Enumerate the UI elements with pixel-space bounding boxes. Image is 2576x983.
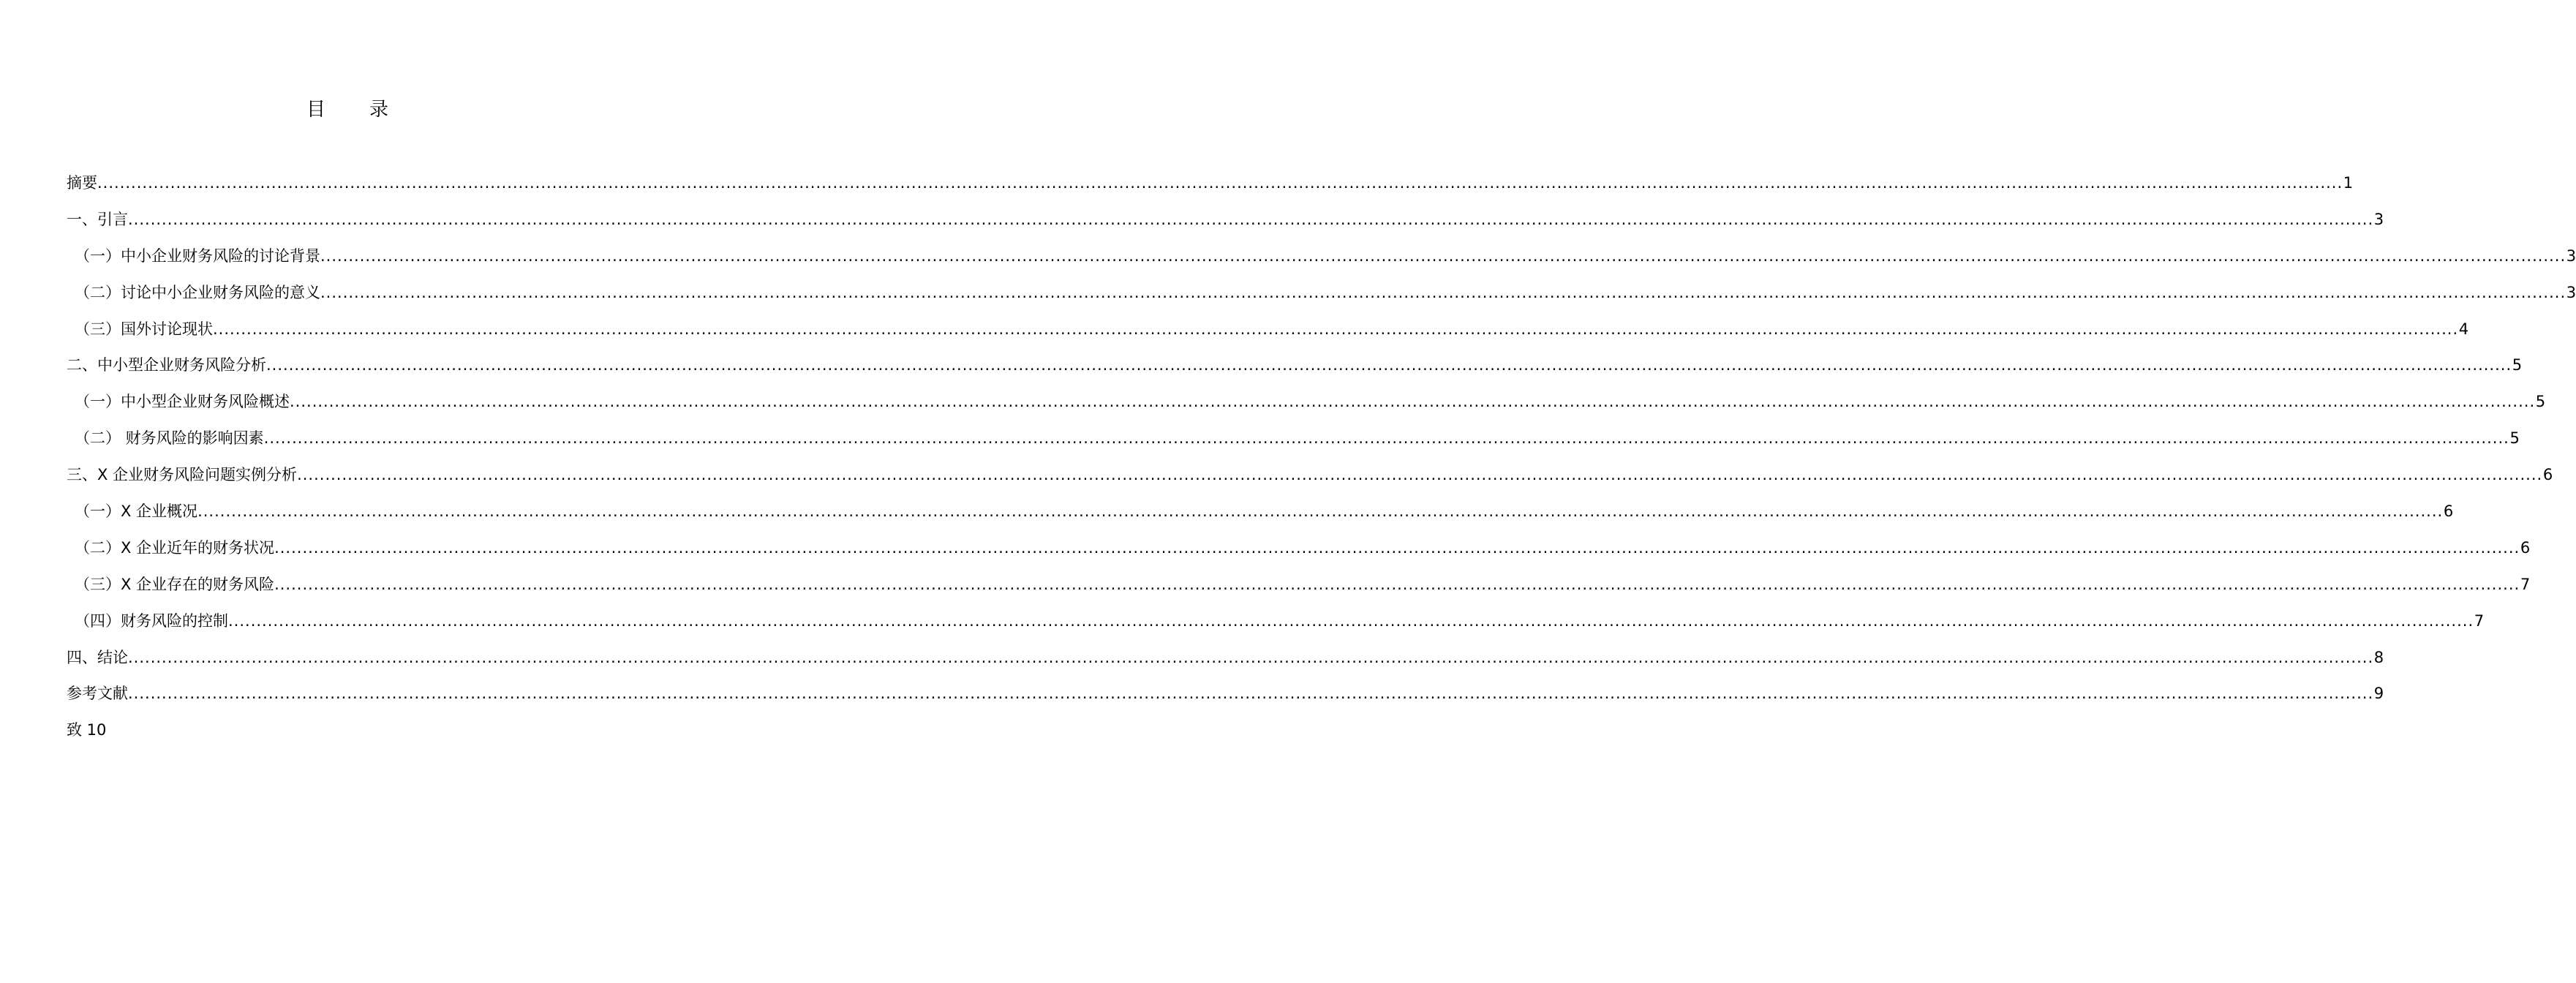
- toc-entry-label: （二）讨论中小企业财务风险的意义: [75, 283, 320, 301]
- toc-entry-label: 致 10: [67, 721, 107, 739]
- toc-dot-leader: ................................................................................................................................................................................................................................................................................................................................................................................................................: [263, 429, 2509, 448]
- toc-dot-leader: ................................................................................................................................................................................................................................................................................................................................................................................................................: [320, 246, 2566, 265]
- toc-entry-label: （三）X 企业存在的财务风险: [75, 575, 275, 593]
- toc-dot-leader: ................................................................................................................................................................................................................................................................................................................................................................................................................: [97, 174, 2343, 192]
- toc-entry[interactable]: [67, 715, 562, 752]
- toc-entry-label: 三、X 企业财务风险问题实例分析: [67, 466, 298, 484]
- toc-entry-page-number: 1: [2343, 174, 2354, 192]
- toc-entry-label: （一）X 企业概况: [75, 502, 198, 521]
- toc-dot-leader: ................................................................................................................................................................................................................................................................................................................................................................................................................: [213, 320, 2459, 338]
- toc-entry-page-number: 4: [2458, 320, 2469, 338]
- toc-entry[interactable]: [67, 241, 2576, 278]
- toc-entry-label: 参考文献: [67, 685, 128, 703]
- toc-entry[interactable]: [67, 533, 2531, 570]
- toc-entry[interactable]: [67, 423, 2520, 460]
- toc-entry-label: 四、结论: [67, 648, 128, 666]
- toc-entry-label: 一、引言: [67, 210, 128, 228]
- toc-dot-leader: ................................................................................................................................................................................................................................................................................................................................................................................................................: [297, 466, 2543, 484]
- toc-entry-page-number: 7: [2474, 611, 2485, 630]
- toc-entry-page-number: 3: [2373, 210, 2384, 228]
- page-title: 目录: [306, 99, 432, 121]
- toc-entry-page-number: 5: [2512, 356, 2523, 374]
- toc-entry-label: （一）中小企业财务风险的讨论背景: [75, 246, 320, 265]
- toc-entry[interactable]: [67, 278, 2576, 315]
- toc-entry-page-number: 7: [2520, 575, 2531, 593]
- toc-entry[interactable]: [67, 643, 2384, 679]
- toc-entry-label: （二） 财务风险的影响因素: [75, 429, 264, 448]
- toc-entry-label: 二、中小型企业财务风险分析: [67, 356, 266, 374]
- toc-dot-leader: ................................................................................................................................................................................................................................................................................................................................................................................................................: [266, 356, 2512, 374]
- toc-entry[interactable]: [67, 205, 2384, 241]
- toc-dot-leader: ................................................................................................................................................................................................................................................................................................................................................................................................................: [290, 393, 2536, 411]
- toc-entry[interactable]: [67, 570, 2531, 606]
- toc-entry[interactable]: [67, 315, 2469, 351]
- toc-entry-page-number: 6: [2520, 538, 2531, 557]
- toc-dot-leader: ................................................................................................................................................................................................................................................................................................................................................................................................................: [274, 538, 2520, 557]
- toc-dot-leader: ................................................................................................................................................................................................................................................................................................................................................................................................................: [228, 611, 2474, 630]
- toc-entry-page-number: 3: [2566, 246, 2576, 265]
- toc-entry-label: （二）X 企业近年的财务状况: [75, 538, 275, 557]
- toc-dot-leader: ................................................................................................................................................................................................................................................................................................................................................................................................................: [128, 648, 2374, 666]
- toc-entry[interactable]: [67, 497, 2454, 533]
- toc-entry-page-number: 8: [2373, 648, 2384, 666]
- toc-dot-leader: ................................................................................................................................................................................................................................................................................................................................................................................................................: [274, 575, 2520, 593]
- toc-entry[interactable]: [67, 387, 2546, 423]
- toc-entry[interactable]: [67, 606, 2485, 643]
- toc-entry-page-number: 3: [2566, 283, 2576, 301]
- toc-entry[interactable]: [67, 350, 2523, 387]
- toc-entry[interactable]: [67, 460, 2553, 497]
- toc-entry[interactable]: [67, 679, 2384, 715]
- toc-dot-leader: ................................................................................................................................................................................................................................................................................................................................................................................................................: [197, 502, 2444, 521]
- toc-entry-label: （三）国外讨论现状: [75, 320, 213, 338]
- toc-entry-label: （一）中小型企业财务风险概述: [75, 393, 290, 411]
- toc-entry-page-number: 6: [2443, 502, 2454, 521]
- toc-entry-page-number: 9: [2373, 685, 2384, 703]
- toc-dot-leader: ................................................................................................................................................................................................................................................................................................................................................................................................................: [128, 685, 2374, 703]
- toc-entry[interactable]: [67, 168, 2354, 205]
- table-of-contents: [67, 168, 2576, 752]
- toc-entry-page-number: 5: [2509, 429, 2520, 448]
- toc-dot-leader: ................................................................................................................................................................................................................................................................................................................................................................................................................: [320, 283, 2566, 301]
- toc-dot-leader: ................................................................................................................................................................................................................................................................................................................................................................................................................: [128, 210, 2374, 228]
- toc-entry-label: （四）财务风险的控制: [75, 611, 228, 630]
- toc-entry-label: 摘要: [67, 174, 97, 192]
- toc-entry-page-number: 5: [2535, 393, 2546, 411]
- toc-entry-page-number: 6: [2542, 466, 2553, 484]
